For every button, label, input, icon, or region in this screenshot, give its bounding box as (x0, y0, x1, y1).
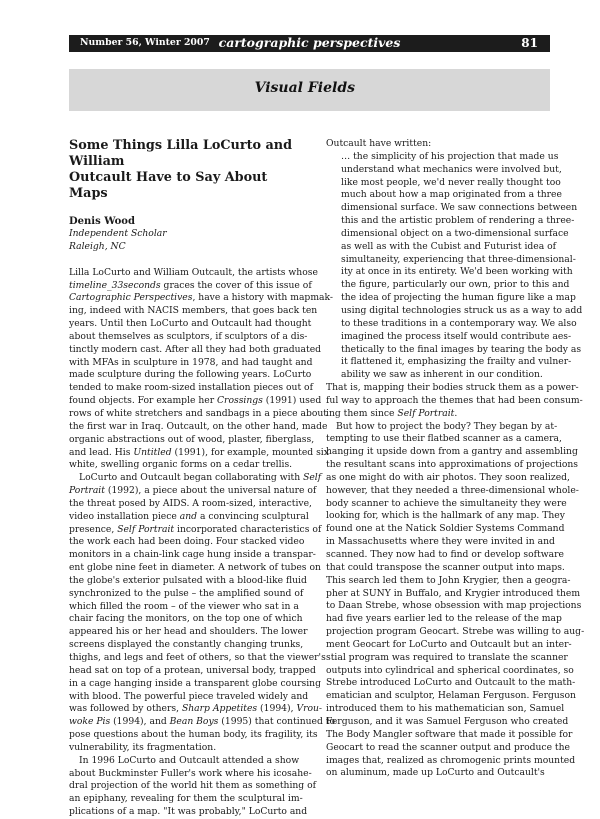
text-line: Geocart to read the scanner output and produce the (326, 741, 570, 753)
text-line: dimensional object on a two-dimensional surface (341, 227, 569, 239)
journal-name: cartographic perspectives (218, 35, 401, 50)
section-title: Visual Fields (254, 80, 355, 96)
text-line: stial program was required to translate the scanner (326, 651, 568, 663)
text-line: ment Geocart for LoCurto and Outcault but an inter- (326, 638, 572, 650)
text-line: vulnerability, its fragmentation. (69, 741, 217, 753)
text-line: That is, mapping their bodies struck them as a power- (326, 382, 579, 394)
article-title (69, 138, 309, 202)
text-line: dral projection of the world hit them as something of (69, 780, 317, 792)
text-line: monitors in a chain-link cage hung inside a transpar- (69, 549, 316, 561)
text-line: the idea of projecting the human figure like a map (341, 292, 576, 304)
paragraph (326, 420, 585, 781)
text-line: thighs, and legs and feet of others, so that the viewer's (69, 652, 326, 663)
text-line: pher at SUNY in Buffalo, and Krygier introduced them (326, 587, 581, 599)
text-line: ing, indeed with NACIS members, that goes back ten (69, 305, 318, 317)
affiliation-line: Independent Scholar (69, 228, 167, 239)
text-line: But how to project the body? They began by at- (336, 420, 558, 432)
text-line: it flattened it, emphasizing the frailty and vulner- (341, 356, 572, 368)
text-line: the figure, particularly our own, prior to this and (341, 279, 570, 291)
text-line: scanned. They now had to find or develop software (326, 549, 564, 560)
text-line: ity at once in its entirety. We'd been working with (341, 266, 573, 278)
paragraph (326, 382, 583, 421)
block-quote (326, 150, 583, 382)
text-line: … the simplicity of his projection that made us (341, 150, 559, 162)
text-line: the first war in Iraq. Outcault, on the other hand, made (69, 420, 328, 432)
issue-label: Number 56, Winter 2007 (80, 37, 210, 48)
paragraph (69, 472, 335, 755)
article-title-line: Outcault Have to Say About Maps (69, 170, 268, 201)
text-line: ful way to approach the themes that had been consum- (326, 394, 583, 406)
text-line: as one might do with air photos. They soon realized, (326, 471, 570, 483)
text-line: tended to make room-sized installation pieces out of (69, 382, 313, 394)
text-line: much about how a map originated from a three (341, 189, 562, 201)
text-line: that could transpose the scanner output into maps. (326, 561, 565, 573)
text-line: like most people, we'd never really thought too (341, 176, 561, 188)
text-line: understand what mechanics were involved but, (341, 163, 562, 175)
text-line: white, swelling organic forms on a cedar trellis. (69, 459, 293, 471)
text-line: projection program Geocart. Strebe was willing to aug- (326, 626, 585, 638)
text-line: hanging it upside down from a gantry and assembling (326, 446, 578, 458)
text-line: body scanner to achieve the simultaneity they were (326, 497, 567, 509)
text-line: simultaneity, experiencing that three-dimensional- (341, 253, 576, 265)
text-line: Portrait (1992), a piece about the universal nature of (69, 485, 317, 497)
text-line: outputs into cylindrical and spherical coordinates, so (326, 664, 574, 676)
text-line: found objects. For example her Crossings (1991) used (69, 395, 322, 407)
text-line: the resultant scans into approximations of projections (326, 459, 579, 471)
right-column (326, 138, 585, 780)
left-column (69, 138, 335, 819)
text-line: using digital technologies struck us as a way to add (341, 304, 583, 316)
text-line: timeline_33seconds graces the cover of this issue of (69, 279, 312, 291)
text-line: tinctly modern cast. After all they had both graduated (69, 343, 322, 355)
paragraph (69, 266, 334, 473)
text-line: this and the artistic problem of rendering a three- (341, 215, 575, 227)
text-line: ent globe nine feet in diameter. A network of tubes on (69, 562, 321, 574)
text-line: about themselves as sculptors, if sculptors of a dis- (69, 330, 308, 342)
text-line: was followed by others, Sharp Appetites (1994), Vrou- (69, 703, 323, 715)
text-line: the work each had been doing. Four stacked video (69, 536, 305, 548)
text-line: plications of a map. "It was probably," LoCurto and (69, 806, 308, 818)
running-header (69, 35, 550, 52)
text-line: ability we saw as inherent in our condition. (341, 369, 543, 381)
text-line: on aluminum, made up LoCurto and Outcault's (326, 767, 545, 779)
text-line: Strebe introduced LoCurto and Outcault to the math- (326, 677, 576, 689)
text-line: to Daan Strebe, whose obsession with map projections (326, 600, 582, 612)
text-line: The Body Mangler software that made it possible for (326, 728, 573, 740)
text-line: Lilla LoCurto and William Outcault, the artists whose (69, 266, 318, 278)
text-line: found one at the Natick Soldier Systems Command (326, 523, 565, 535)
text-line: introduced them to his mathematician son, Samuel (326, 703, 565, 715)
page-number: 81 (521, 36, 538, 50)
text-line: thetically to the final images by tearing the body as (341, 343, 582, 355)
text-line: woke Pis (1994), and Bean Boys (1995) that continued to (69, 716, 335, 728)
paragraph (326, 138, 552, 151)
text-line: screens displayed the constantly changing trunks, (69, 639, 304, 651)
text-line: however, that they needed a three-dimensional whole- (326, 484, 579, 496)
text-line: synchronized to the pulse – the amplified sound of (69, 587, 304, 599)
section-banner (69, 69, 550, 111)
text-line: chair facing the monitors, on the top one of which (69, 613, 303, 625)
text-line: the threat posed by AIDS. A room-sized, interactive, (69, 497, 312, 509)
text-line: Outcault have written: (326, 138, 432, 149)
text-line: Ferguson, and it was Samuel Ferguson who created (326, 715, 569, 727)
text-line: imagined the process itself would contribute aes- (341, 330, 572, 342)
author-name: Denis Wood (69, 216, 135, 227)
text-line: images that, realized as chromogenic prints mounted (326, 754, 576, 766)
text-line: This search led them to John Krygier, then a geogra- (326, 574, 571, 586)
text-line: in a cage hanging inside a transparent globe coursing (69, 677, 321, 689)
text-line: tempting to use their flatbed scanner as a camera, (326, 433, 562, 445)
text-line: with blood. The powerful piece traveled widely and (69, 690, 309, 702)
text-line: made sculpture during the following years. LoCurto (69, 369, 312, 381)
text-line: dimensional surface. We saw connections between (341, 202, 578, 214)
text-line: LoCurto and Outcault began collaborating with Self (79, 472, 322, 484)
paragraph (69, 754, 317, 819)
text-line: which filled the room – of the viewer who sat in a (69, 600, 299, 612)
affiliation-line: Raleigh, NC (69, 240, 126, 252)
text-line: as well as with the Cubist and Futurist idea of (341, 240, 557, 252)
author-affiliation (69, 228, 309, 254)
text-line: to these traditions in a contemporary way. We also (341, 317, 577, 329)
text-line: video installation piece and a convincing sculptural (69, 510, 309, 522)
text-line: rows of white stretchers and sandbags in a piece about (69, 407, 327, 419)
text-line: an epiphany, revealing for them the sculptural im- (69, 793, 303, 805)
article-title-line: Some Things Lilla LoCurto and William (69, 138, 293, 169)
text-line: pose questions about the human body, its fragility, its (69, 729, 318, 741)
text-line: about Buckminster Fuller's work where his icosahe- (69, 767, 312, 779)
text-line: with MFAs in sculpture in 1978, and had taught and (69, 356, 313, 368)
text-line: organic abstractions out of wood, plaster, fiberglass, (69, 433, 315, 445)
text-line: Cartographic Perspectives, have a history with mapmak- (69, 292, 334, 304)
text-line: looking for, which is the hallmark of any map. They (326, 510, 565, 522)
text-line: in Massachusetts where they were invited in and (326, 536, 555, 548)
text-line: ematician and sculptor, Helaman Ferguson. Ferguson (326, 690, 576, 702)
text-line: years. Until then LoCurto and Outcault had thought (69, 318, 312, 330)
text-line: head sat on top of a protean, universal body, trapped (69, 664, 316, 676)
text-line: and lead. His Untitled (1991), for example, mounted six (69, 446, 329, 458)
text-line: ing them since Self Portrait. (326, 407, 458, 419)
text-line: In 1996 LoCurto and Outcault attended a show (79, 754, 300, 766)
text-line: had five years earlier led to the release of the map (326, 613, 562, 625)
text-line: the globe's exterior pulsated with a blood-like fluid (69, 574, 307, 586)
text-line: presence, Self Portrait incorporated characteristics of (69, 523, 322, 535)
text-line: appeared his or her head and shoulders. The lower (69, 626, 308, 638)
